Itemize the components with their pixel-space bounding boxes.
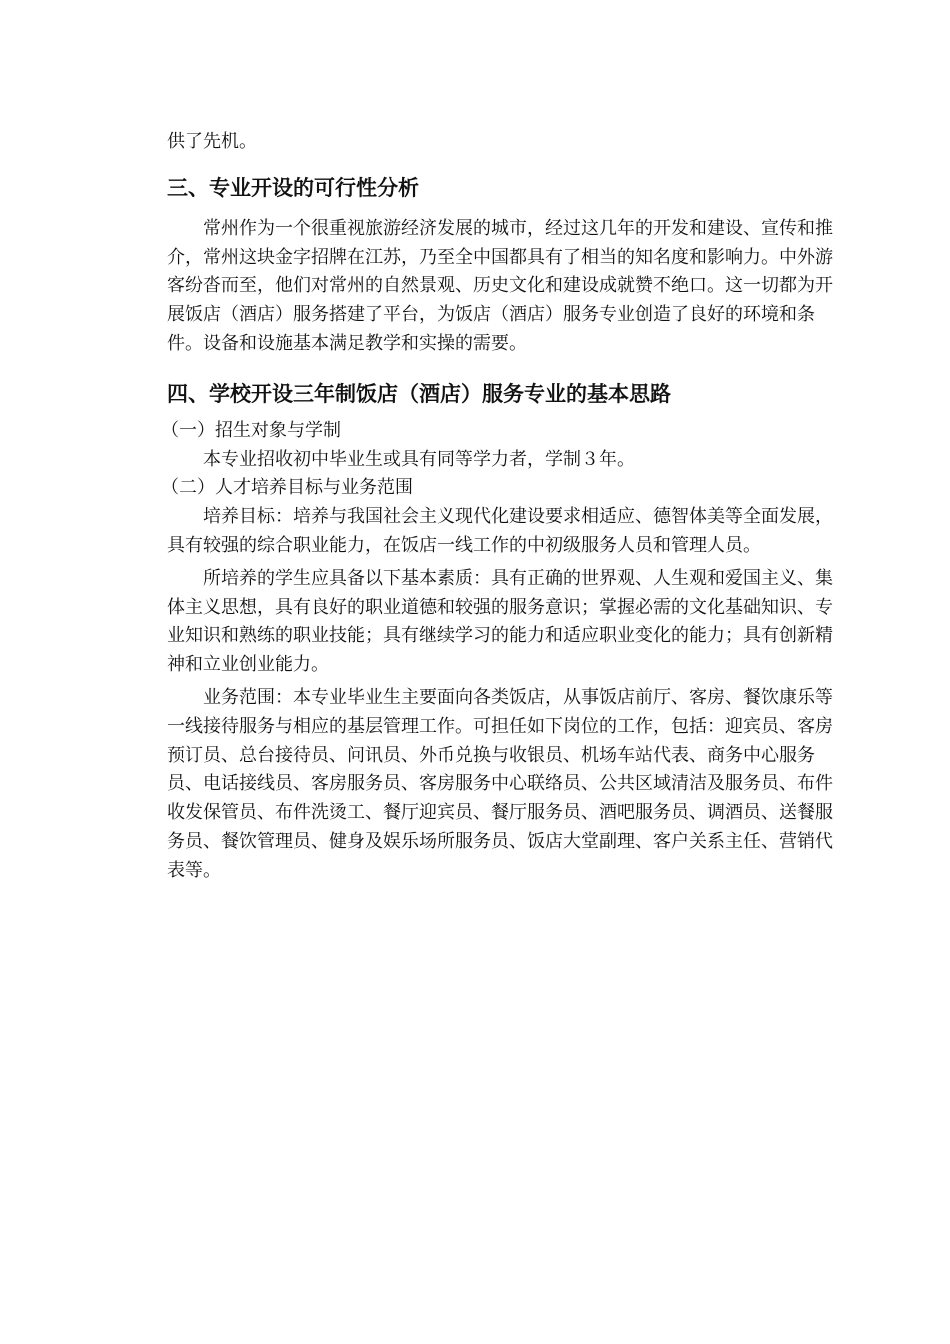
basic-qualities-paragraph: 所培养的学生应具备以下基本素质：具有正确的世界观、人生观和爱国主义、集体主义思想，具有良好的职业道德和较强的服务意识；掌握必需的文化基础知识、专业知识和熟练的职业技能；具有继续学习的能力和适应职业变化的能力；具有创新精神和立业创业能力。 — [167, 567, 833, 676]
document-body — [161, 128, 843, 886]
section-4-heading: 四、学校开设三年制饭店（酒店）服务专业的基本思路 — [167, 381, 671, 406]
subsection-1-heading: （一）招生对象与学制 — [161, 419, 341, 441]
subsection-2-heading: （二）人才培养目标与业务范围 — [161, 477, 413, 499]
intro-continuation: 供了先机。 — [167, 131, 257, 152]
business-scope-paragraph: 业务范围：本专业毕业生主要面向各类饭店，从事饭店前厅、客房、餐饮康乐等一线接待服务与相应的基层管理工作。可担任如下岗位的工作，包括：迎宾员、客房预订员、总台接待员、问讯员、外币兑换与收银员、机场车站代表、商务中心服务员、电话接线员、客房服务员、客房服务中心联络员、公共区域清洁及服务员、布件收发保管员、布件洗烫工、餐厅迎宾员、餐厅服务员、酒吧服务员、调酒员、送餐服务员、餐饮管理员、健身及娱乐场所服务员、饭店大堂副理、客户关系主任、营销代表等。 — [167, 686, 833, 881]
section-3-heading: 三、专业开设的可行性分析 — [167, 175, 419, 200]
subsection-1-text: 本专业招收初中毕业生或具有同等学力者，学制３年。 — [203, 448, 635, 470]
section-3-paragraph: 常州作为一个很重视旅游经济发展的城市，经过这几年的开发和建设、宣传和推介，常州这块金字招牌在江苏，乃至全中国都具有了相当的知名度和影响力。中外游客纷沓而至，他们对常州的自然景观、历史文化和建设成就赞不绝口。这一切都为开展饭店（酒店）服务搭建了平台，为饭店（酒店）服务专业创造了良好的环境和条件。设备和设施基本满足教学和实操的需要。 — [167, 217, 833, 354]
training-goal-paragraph: 培养目标：培养与我国社会主义现代化建设要求相适应、德智体美等全面发展，具有较强的综合职业能力，在饭店一线工作的中初级服务人员和管理人员。 — [167, 506, 833, 556]
